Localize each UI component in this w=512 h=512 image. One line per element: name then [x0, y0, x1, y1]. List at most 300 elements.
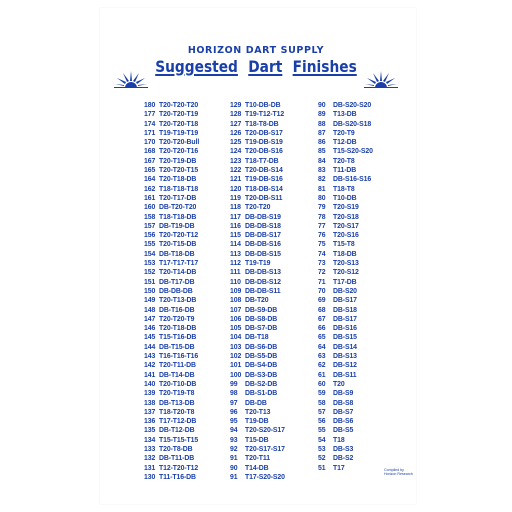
finish-combo: DB-T11-DB: [159, 455, 195, 463]
finish-row: [230, 473, 320, 482]
finish-combo: T20-DB-S17: [245, 129, 283, 137]
finish-row: [318, 426, 408, 435]
finish-combo: T20-T13: [245, 408, 271, 416]
score-value: 90: [318, 102, 326, 109]
finish-combo: T20-DB-S11: [245, 194, 283, 202]
finish-row: [318, 324, 408, 333]
finish-combo: DB-S20-S20: [333, 102, 372, 109]
finish-row: [230, 175, 320, 184]
finishes-column-2: [230, 101, 320, 482]
finish-row: [144, 278, 234, 287]
finish-row: [230, 222, 320, 231]
finish-row: [230, 213, 320, 222]
score-value: 71: [318, 278, 326, 286]
finish-combo: DB-T20-T20: [159, 204, 197, 212]
finish-row: [144, 185, 234, 194]
score-value: 98: [230, 390, 238, 398]
finish-combo: T11-T16-DB: [159, 473, 196, 481]
finish-combo: DB-T15-DB: [159, 343, 195, 351]
score-value: 115: [230, 232, 241, 240]
finish-combo: T20-S13: [333, 260, 359, 268]
finish-combo: T20-DB-S14: [245, 167, 283, 175]
finish-combo: T20-T8-DB: [159, 445, 193, 453]
title-word: Suggested: [155, 57, 238, 76]
finish-combo: DB-S20-S18: [333, 120, 372, 128]
score-value: 132: [144, 455, 156, 463]
score-value: 134: [144, 436, 156, 444]
finish-combo: DB-T16-DB: [159, 306, 195, 314]
finish-combo: T17-DB: [333, 278, 357, 286]
finish-combo: T20-T14-DB: [159, 269, 197, 277]
sunburst-icon: [364, 70, 398, 88]
finish-row: [230, 343, 320, 352]
finish-row: [318, 240, 408, 249]
finish-row: [230, 287, 320, 296]
score-value: 79: [318, 204, 326, 212]
finish-row: [144, 333, 234, 342]
score-value: 76: [318, 232, 326, 240]
finish-row: [230, 110, 320, 119]
finish-row: [318, 259, 408, 268]
finish-combo: T15-S20-S20: [333, 148, 373, 156]
score-value: 164: [144, 176, 156, 184]
finish-combo: DB-DB-S19: [245, 213, 281, 221]
finish-combo: T18-T18-DB: [159, 213, 197, 221]
finish-row: [144, 473, 234, 482]
score-value: 141: [144, 371, 156, 379]
finish-row: [318, 389, 408, 398]
finish-combo: T20-T18-DB: [159, 176, 197, 184]
finish-combo: T20-S16: [333, 232, 359, 240]
finish-combo: DB-S5: [333, 427, 354, 435]
score-value: 111: [230, 269, 241, 277]
finish-row: [144, 101, 234, 110]
score-value: 64: [318, 343, 326, 351]
finish-combo: T19-T12-T12: [245, 111, 285, 119]
finish-combo: T15-T8: [333, 241, 355, 249]
footnote-line: Horizon Research: [384, 472, 413, 477]
score-value: 149: [144, 297, 156, 305]
score-value: 124: [230, 148, 242, 156]
score-value: 108: [230, 297, 242, 305]
finish-combo: T20-T20-T16: [159, 148, 199, 156]
finish-row: [318, 120, 408, 129]
finish-combo: T20-S12: [333, 269, 359, 277]
finish-row: [144, 343, 234, 352]
finish-combo: T20-T20-T19: [159, 111, 199, 119]
score-value: 55: [318, 427, 326, 435]
score-value: 58: [318, 399, 326, 407]
score-value: 119: [230, 194, 241, 202]
finish-row: [230, 371, 320, 380]
finish-row: [144, 157, 234, 166]
finish-combo: T20-T19-DB: [159, 157, 197, 165]
score-value: 118: [230, 204, 241, 212]
finish-row: [144, 399, 234, 408]
score-value: 100: [230, 371, 242, 379]
finish-row: [318, 287, 408, 296]
score-value: 102: [230, 353, 242, 361]
finish-row: [144, 445, 234, 454]
finish-row: [230, 138, 320, 147]
finish-row: [144, 120, 234, 129]
finish-row: [230, 278, 320, 287]
score-value: 122: [230, 167, 242, 175]
score-value: 77: [318, 222, 326, 230]
finish-combo: DB-T17-DB: [159, 278, 195, 286]
finish-combo: DB-DB-S17: [245, 232, 281, 240]
score-value: 152: [144, 269, 156, 277]
finish-row: [230, 333, 320, 342]
finish-row: [144, 147, 234, 156]
finish-combo: T20-T20-Bull: [159, 139, 200, 147]
finish-combo: DB-S6-DB: [245, 343, 278, 351]
score-value: 68: [318, 306, 326, 314]
score-value: 180: [144, 102, 156, 109]
finish-row: [318, 138, 408, 147]
score-value: 171: [144, 129, 156, 137]
finish-combo: T11-DB: [333, 167, 357, 175]
finish-row: [318, 101, 408, 110]
score-value: 53: [318, 445, 326, 453]
finish-row: [144, 287, 234, 296]
score-value: 89: [318, 111, 326, 119]
finish-row: [318, 222, 408, 231]
score-value: 142: [144, 362, 156, 370]
finish-row: [318, 157, 408, 166]
score-value: 73: [318, 260, 326, 268]
score-value: 131: [144, 464, 156, 472]
score-value: 83: [318, 167, 326, 175]
finish-combo: T12-DB: [333, 139, 357, 147]
finish-row: [318, 315, 408, 324]
finish-combo: DB-S2-DB: [245, 380, 278, 388]
finishes-column-3: [318, 101, 408, 473]
finish-combo: T18-T18-T18: [159, 185, 199, 193]
score-value: 165: [144, 167, 156, 175]
finish-row: [230, 426, 320, 435]
finish-combo: T20-S18: [333, 213, 359, 221]
score-value: 104: [230, 334, 242, 342]
finish-row: [144, 138, 234, 147]
finish-row: [318, 166, 408, 175]
finish-combo: DB-T13-DB: [159, 399, 195, 407]
score-value: 74: [318, 250, 326, 258]
score-value: 143: [144, 353, 156, 361]
finish-row: [144, 464, 234, 473]
score-value: 91: [230, 473, 238, 481]
finish-row: [318, 371, 408, 380]
finish-combo: T20: [333, 380, 345, 388]
score-value: 112: [230, 260, 241, 268]
score-value: 62: [318, 362, 326, 370]
finish-combo: DB-DB-S11: [245, 287, 281, 295]
finish-combo: DB-T12-DB: [159, 427, 195, 435]
score-value: 91: [230, 455, 238, 463]
finish-combo: T20-S20-S17: [245, 427, 285, 435]
score-value: 69: [318, 297, 326, 305]
finish-row: [318, 454, 408, 463]
finish-row: [144, 315, 234, 324]
score-value: 136: [144, 418, 156, 426]
finish-combo: T18-T20-T8: [159, 408, 195, 416]
score-value: 116: [230, 222, 241, 230]
finish-row: [144, 454, 234, 463]
finish-combo: T20-S17: [333, 222, 359, 230]
finish-combo: DB-S17: [333, 297, 357, 305]
finish-row: [318, 250, 408, 259]
finish-combo: T12-T20-T12: [159, 464, 199, 472]
score-value: 127: [230, 120, 242, 128]
score-value: 66: [318, 325, 326, 333]
finish-row: [318, 445, 408, 454]
finish-row: [144, 361, 234, 370]
score-value: 101: [230, 362, 242, 370]
finish-row: [318, 147, 408, 156]
score-value: 154: [144, 250, 156, 258]
finish-combo: T19-DB-S19: [245, 139, 283, 147]
finish-combo: T19-DB-S16: [245, 176, 283, 184]
finish-combo: T20-T8: [333, 157, 355, 165]
finish-row: [318, 343, 408, 352]
finish-combo: T18-DB-S14: [245, 185, 283, 193]
finish-row: [318, 129, 408, 138]
finish-combo: T20-S19: [333, 204, 359, 212]
finish-row: [318, 185, 408, 194]
score-value: 96: [230, 408, 238, 416]
finish-combo: DB-S8: [333, 399, 354, 407]
finish-combo: DB-S17: [333, 315, 357, 323]
finish-row: [144, 166, 234, 175]
finish-row: [318, 352, 408, 361]
score-value: 156: [144, 232, 156, 240]
finish-row: [318, 203, 408, 212]
score-value: 155: [144, 241, 156, 249]
score-value: 80: [318, 194, 326, 202]
finish-row: [144, 213, 234, 222]
finish-combo: DB-S8-DB: [245, 315, 278, 323]
finish-row: [318, 436, 408, 445]
finish-combo: T17-T12-DB: [159, 418, 197, 426]
finish-combo: T19-DB: [245, 418, 269, 426]
finish-combo: T18-T8-DB: [245, 120, 279, 128]
score-value: 88: [318, 120, 326, 128]
finishes-column-1: [144, 101, 234, 482]
score-value: 65: [318, 334, 326, 342]
finish-combo: T20-T20: [245, 204, 271, 212]
score-value: 110: [230, 278, 241, 286]
finish-row: [230, 240, 320, 249]
score-value: 174: [144, 120, 156, 128]
score-value: 114: [230, 241, 241, 249]
finish-combo: T15-T15-T15: [159, 436, 199, 444]
finish-row: [144, 436, 234, 445]
finish-row: [144, 408, 234, 417]
finish-row: [318, 268, 408, 277]
finish-row: [144, 371, 234, 380]
finish-row: [144, 324, 234, 333]
score-value: 92: [230, 445, 238, 453]
finish-row: [230, 296, 320, 305]
score-value: 59: [318, 390, 326, 398]
score-value: 61: [318, 371, 326, 379]
finish-row: [230, 408, 320, 417]
score-value: 158: [144, 213, 156, 221]
finish-row: [318, 408, 408, 417]
finish-combo: T20-T20-T15: [159, 167, 199, 175]
finish-combo: DB-S2: [333, 455, 354, 463]
score-value: 153: [144, 260, 156, 268]
finish-row: [144, 194, 234, 203]
finish-combo: DB-DB-S15: [245, 250, 281, 258]
score-value: 123: [230, 157, 242, 165]
finish-row: [144, 259, 234, 268]
finish-combo: T18: [333, 436, 345, 444]
chart-title: [36, 57, 476, 76]
finish-row: [318, 361, 408, 370]
score-value: 67: [318, 315, 326, 323]
finish-row: [318, 213, 408, 222]
finish-row: [230, 147, 320, 156]
finish-combo: T13-DB: [333, 111, 357, 119]
finish-row: [318, 175, 408, 184]
finish-row: [230, 389, 320, 398]
sunburst-icon: [114, 70, 148, 88]
finish-combo: DB-S3: [333, 445, 354, 453]
finish-combo: DB-T19-DB: [159, 222, 195, 230]
score-value: 63: [318, 353, 326, 361]
score-value: 130: [144, 473, 156, 481]
finish-combo: T17-T17-T17: [159, 260, 199, 268]
finish-row: [230, 399, 320, 408]
finish-combo: DB-T14-DB: [159, 371, 195, 379]
finish-combo: DB-S13: [333, 353, 357, 361]
score-value: 168: [144, 148, 156, 156]
finish-row: [318, 380, 408, 389]
finish-row: [318, 231, 408, 240]
score-value: 87: [318, 129, 326, 137]
finish-row: [144, 296, 234, 305]
finish-combo: T20-T13-DB: [159, 297, 197, 305]
finish-row: [318, 194, 408, 203]
score-value: 145: [144, 334, 156, 342]
finish-combo: T18-T7-DB: [245, 157, 279, 165]
finish-row: [230, 250, 320, 259]
score-value: 51: [318, 464, 326, 472]
finish-combo: DB-S18: [333, 306, 357, 314]
score-value: 106: [230, 315, 242, 323]
finish-combo: T20-T11: [245, 455, 270, 463]
score-value: 81: [318, 185, 326, 193]
finish-combo: DB-T18: [245, 334, 269, 342]
title-word: Finishes: [292, 57, 357, 76]
finish-combo: DB-S3-DB: [245, 371, 278, 379]
score-value: 138: [144, 399, 156, 407]
finish-combo: DB-S5-DB: [245, 353, 278, 361]
finish-row: [144, 110, 234, 119]
finish-row: [230, 464, 320, 473]
finish-combo: T20-T19-T8: [159, 390, 195, 398]
finish-row: [230, 185, 320, 194]
score-value: 82: [318, 176, 326, 184]
score-value: 120: [230, 185, 242, 193]
finish-combo: DB-S16: [333, 325, 357, 333]
finish-row: [144, 380, 234, 389]
finish-combo: DB-DB-DB: [159, 287, 193, 295]
finish-combo: DB-S7-DB: [245, 325, 278, 333]
finish-row: [144, 203, 234, 212]
finish-combo: DB-S9: [333, 390, 354, 398]
finish-combo: DB-S9-DB: [245, 306, 278, 314]
finish-row: [144, 175, 234, 184]
finish-row: [144, 417, 234, 426]
finish-combo: T18-T8: [333, 185, 355, 193]
finish-row: [230, 436, 320, 445]
finish-combo: DB-DB-S13: [245, 269, 281, 277]
finish-row: [230, 101, 320, 110]
finish-row: [230, 380, 320, 389]
finish-combo: DB-S11: [333, 371, 357, 379]
finish-combo: DB-DB-S12: [245, 278, 281, 286]
finish-row: [144, 306, 234, 315]
finish-row: [230, 352, 320, 361]
finish-row: [318, 306, 408, 315]
finish-combo: DB-S20: [333, 287, 357, 295]
finish-combo: T20-T20-T9: [159, 315, 195, 323]
score-value: 148: [144, 306, 156, 314]
finish-combo: T14-DB: [245, 464, 269, 472]
finish-combo: DB-T18-DB: [159, 250, 195, 258]
finish-combo: T15-DB: [245, 436, 269, 444]
finish-combo: DB-DB-S18: [245, 222, 281, 230]
finish-combo: T20-T18-DB: [159, 325, 197, 333]
finish-combo: T10-DB: [333, 194, 357, 202]
finish-combo: T20-T15-DB: [159, 241, 197, 249]
footnote-line: Compiled by: [384, 468, 404, 472]
finish-row: [230, 129, 320, 138]
finish-combo: T20-T17-DB: [159, 194, 197, 202]
finish-row: [318, 110, 408, 119]
score-value: 103: [230, 343, 242, 351]
title-word: Dart: [248, 57, 283, 76]
finish-combo: T20-T11-DB: [159, 362, 196, 370]
score-value: 113: [230, 250, 241, 258]
score-value: 105: [230, 325, 242, 333]
score-value: 54: [318, 436, 326, 444]
score-value: 162: [144, 185, 156, 193]
finish-row: [318, 278, 408, 287]
finish-combo: T19-T19-T19: [159, 129, 199, 137]
score-value: 78: [318, 213, 326, 221]
finish-row: [230, 417, 320, 426]
score-value: 151: [144, 278, 156, 286]
finish-combo: T20-T20-T20: [159, 102, 199, 109]
finish-row: [144, 129, 234, 138]
finish-row: [318, 399, 408, 408]
finish-row: [144, 240, 234, 249]
finish-combo: DB-T20: [245, 297, 269, 305]
score-value: 126: [230, 129, 242, 137]
finish-row: [318, 417, 408, 426]
score-value: 139: [144, 390, 156, 398]
score-value: 75: [318, 241, 326, 249]
finish-combo: DB-DB-S16: [245, 241, 281, 249]
finish-row: [230, 203, 320, 212]
finish-row: [318, 296, 408, 305]
score-value: 109: [230, 287, 242, 295]
finish-row: [230, 120, 320, 129]
score-value: 146: [144, 325, 156, 333]
